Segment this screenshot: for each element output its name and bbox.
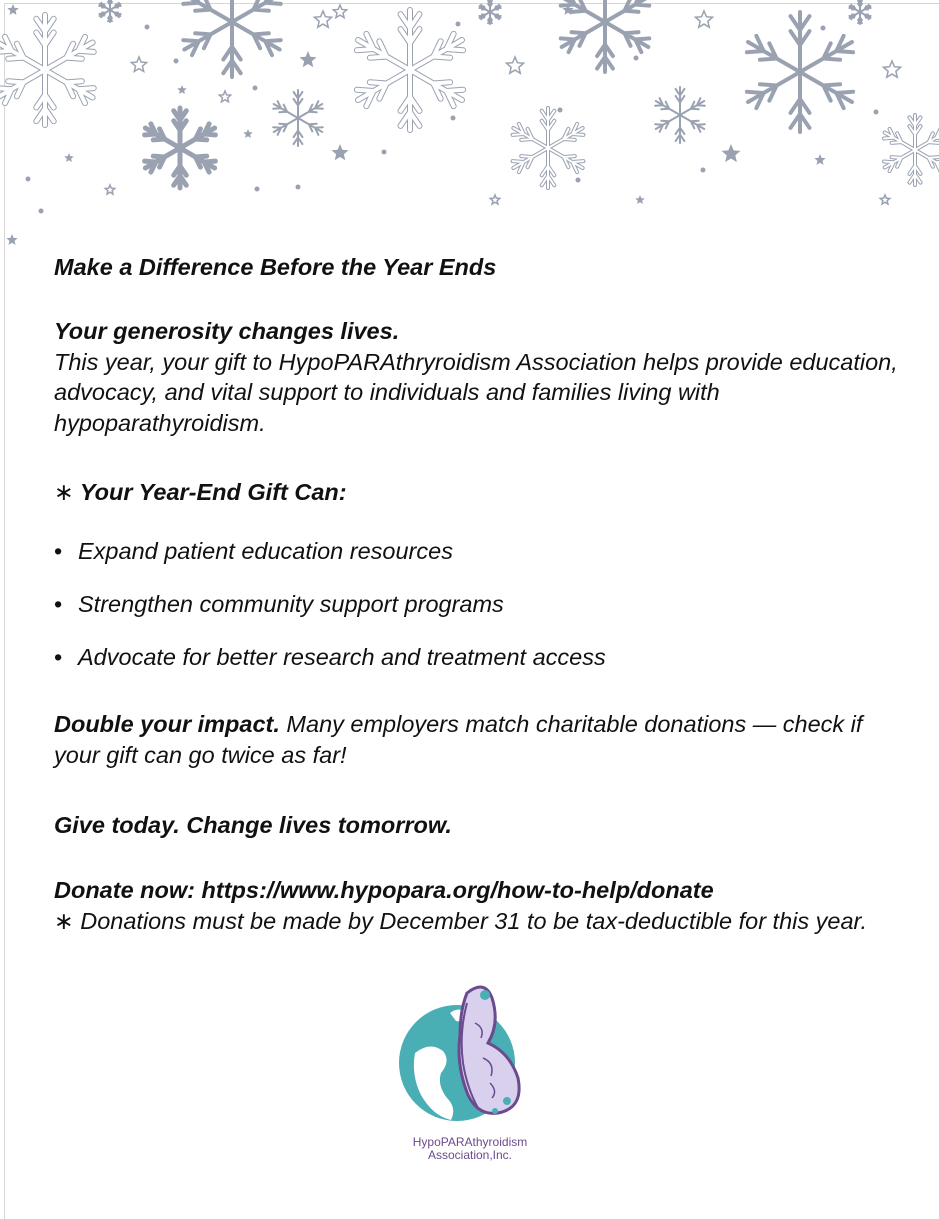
bullet-icon: • (54, 538, 63, 564)
star-icon (105, 185, 115, 194)
heading: Make a Difference Before the Year Ends (54, 254, 497, 280)
star-icon (883, 61, 900, 77)
star-icon (721, 144, 740, 162)
donate-link[interactable]: Donate now: https://www.hypopara.org/how-to-help/donate (54, 877, 714, 903)
star-icon (177, 85, 187, 94)
snowflake-icon (561, 0, 650, 72)
list-item-text: Strengthen community support programs (78, 591, 504, 617)
star-icon (219, 91, 230, 102)
snow-dot (821, 26, 826, 31)
snowflake-icon (849, 0, 870, 24)
snow-dot (296, 185, 301, 190)
snow-dot (253, 86, 258, 91)
star-icon (814, 154, 825, 165)
donate-note: Donations must be made by December 31 to be tax-deductible for this year. (73, 907, 868, 934)
star-icon (331, 144, 348, 160)
donate-paragraph (54, 875, 894, 936)
snow-dot (145, 25, 150, 30)
snowflake-icon (884, 115, 939, 185)
asterisk-icon: ∗ (54, 479, 74, 505)
snow-dot (39, 209, 44, 214)
snowflake-icon (99, 0, 120, 22)
star-icon (695, 11, 712, 27)
star-icon (635, 195, 645, 204)
star-icon (490, 195, 500, 204)
logo-name: HypoPARAthyroidism (412, 1135, 528, 1149)
snow-dot (701, 168, 706, 173)
list-item (54, 644, 606, 671)
star-icon (7, 4, 18, 15)
snowflake-icon (655, 87, 705, 143)
snow-dot (576, 178, 581, 183)
list-item (54, 538, 453, 565)
bullet-icon: • (54, 644, 63, 670)
snow-dot (451, 116, 456, 121)
star-icon (314, 11, 331, 27)
bullet-icon: • (54, 591, 63, 617)
snowflake-banner (0, 0, 939, 250)
intro-bold: Your generosity changes lives. (54, 318, 400, 344)
snow-dot (26, 177, 31, 182)
list-item-text: Advocate for better research and treatment access (78, 644, 606, 670)
star-icon (333, 5, 346, 18)
snow-dot (874, 110, 879, 115)
snow-dot (255, 187, 260, 192)
star-icon (243, 129, 253, 138)
snow-dot (558, 108, 563, 113)
match-paragraph (54, 709, 894, 770)
star-icon (6, 234, 17, 245)
list-item (54, 591, 504, 618)
gift-title (54, 477, 914, 508)
snow-dot (456, 22, 461, 27)
gift-title-text: Your Year-End Gift Can: (79, 479, 347, 505)
snowflake-icon (183, 0, 280, 77)
star-icon (131, 57, 146, 71)
snowflake-icon (357, 10, 463, 130)
snowflake-icon (513, 108, 584, 188)
star-icon (299, 51, 316, 67)
snowflake-icon (0, 15, 94, 125)
match-body: Many employers match charitable donations — check if your gift can go twice as far! (54, 711, 863, 768)
star-icon (506, 57, 523, 73)
snow-dot (382, 150, 387, 155)
logo-subtitle: Association,Inc. (427, 1148, 513, 1162)
snowflake-icon (479, 0, 500, 24)
snowflake-icon (747, 12, 853, 132)
asterisk-icon: ∗ (54, 907, 74, 934)
list-item-text: Expand patient education resources (78, 538, 453, 564)
star-icon (64, 153, 74, 162)
match-bold: Double your impact. (54, 711, 280, 737)
intro-paragraph (54, 316, 914, 438)
intro-body: This year, your gift to HypoPARAthryroidism Association helps provide education, advocacy, and vital support to individuals and families living with hypoparathyroidism. (54, 348, 898, 436)
star-icon (880, 195, 890, 204)
snowflake-icon (273, 90, 323, 146)
snow-dot (634, 56, 639, 61)
tagline: Give today. Change lives tomorrow. (54, 812, 452, 838)
snow-dot (174, 59, 179, 64)
snowflake-icon (145, 108, 216, 188)
